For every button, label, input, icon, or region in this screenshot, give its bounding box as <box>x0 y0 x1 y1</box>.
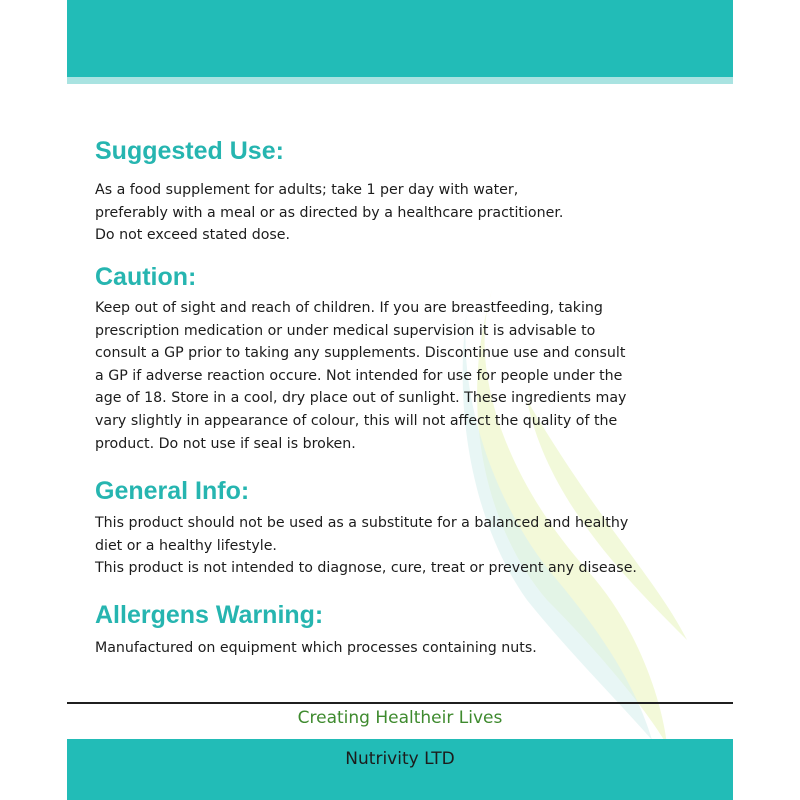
allergens-text <box>95 637 537 660</box>
text-line: preferably with a meal or as directed by a healthcare practitioner. <box>95 204 564 221</box>
text-line: Keep out of sight and reach of children. If you are breastfeeding, taking <box>95 300 603 316</box>
general-info-heading: General Info: <box>95 477 250 505</box>
caution-text <box>95 297 626 455</box>
text-line: consult a GP prior to taking any supplements. Discontinue use and consult <box>95 345 626 362</box>
text-line: prescription medication or under medical supervision it is advisable to <box>95 322 596 339</box>
text-line: Manufactured on equipment which processes containing nuts. <box>95 640 537 656</box>
text-line: a GP if adverse reaction occure. Not intended for use for people under the <box>95 367 623 384</box>
allergens-heading: Allergens Warning: <box>95 601 324 629</box>
text-line: product. Do not use if seal is broken. <box>95 435 356 452</box>
suggested-use-heading: Suggested Use: <box>95 137 284 165</box>
text-line: diet or a healthy lifestyle. <box>95 537 277 554</box>
text-line: This product should not be used as a substitute for a balanced and healthy <box>95 515 629 531</box>
text-line: Do not exceed stated dose. <box>95 227 291 244</box>
label-panel <box>67 0 733 800</box>
top-header-stripe <box>67 77 733 84</box>
company-name: Nutrivity LTD <box>345 749 455 769</box>
suggested-use-text <box>95 179 563 247</box>
text-line: As a food supplement for adults; take 1 per day with water, <box>95 182 519 198</box>
top-header-band <box>67 0 733 77</box>
text-line: This product is not intended to diagnose, cure, treat or prevent any disease. <box>95 560 637 577</box>
caution-heading: Caution: <box>95 263 197 291</box>
text-line: vary slightly in appearance of colour, this will not affect the quality of the <box>95 412 618 429</box>
general-info-text <box>95 512 637 580</box>
text-line: age of 18. Store in a cool, dry place out of sunlight. These ingredients may <box>95 390 627 407</box>
tagline: Creating Healtheir Lives <box>297 708 503 728</box>
footer-divider <box>67 702 733 704</box>
